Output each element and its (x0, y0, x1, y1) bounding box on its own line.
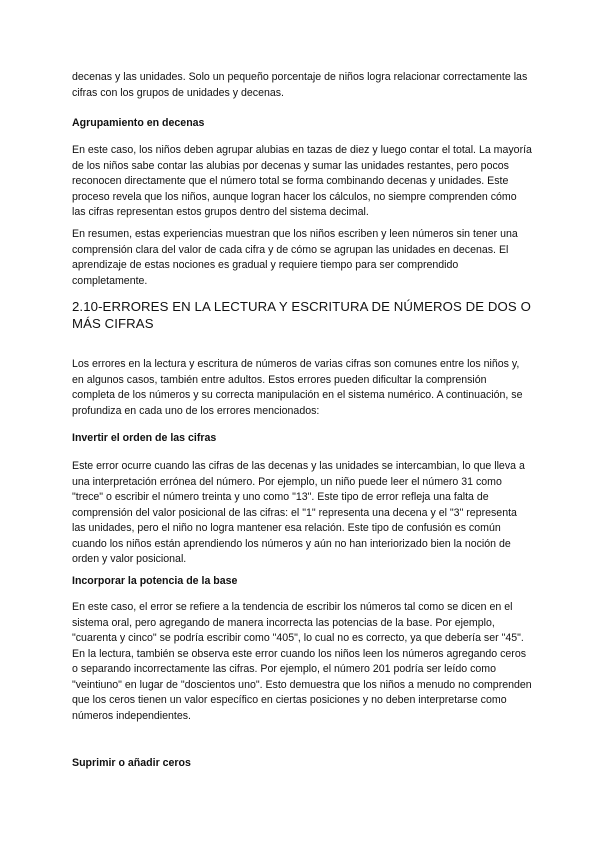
paragraph-intro-continuation: decenas y las unidades. Solo un pequeño porcentaje de niños logra relacionar correctamente las cifras con los grupos de unidades y decenas. (72, 71, 528, 99)
paragraph-agrupamiento: En este caso, los niños deben agrupar alubias en tazas de diez y luego contar el total. La mayoría de los niños sabe contar las alubias por decenas y sumar las unidades restantes, pero pocos reconocen directamente que el número total se forma combinando decenas y unidades. Este proceso revela que los niños, aunque logran hacer los cálculos, no siempre comprenden cómo las cifras representan estos grupos dentro del sistema decimal. (72, 144, 532, 218)
heading-invertir-orden: Invertir el orden de las cifras (72, 432, 217, 444)
paragraph-resumen: En resumen, estas experiencias muestran que los niños escriben y leen números sin tener una comprensión clara del valor de cada cifra y de cómo se agrupan las unidades en decenas. El aprendizaje de estas nociones es gradual y requiere tiempo para ser comprendido completamente. (72, 228, 518, 287)
heading-agrupamiento-en-decenas: Agrupamiento en decenas (72, 117, 205, 129)
paragraph-incorporar-potencia: En este caso, el error se refiere a la tendencia de escribir los números tal como se dicen en el sistema oral, pero agregando de manera incorrecta las potencias de la base. Por ejemplo, "cuarenta y cinco" se podría escribir como "405", lo cual no es correcto, ya que debería ser "45". En la lectura, también se observa este error cuando los niños leen los números agregando ceros o separando incorrectamente las cifras. Por ejemplo, el número 201 podría ser leído como "veintiuno" en lugar de "doscientos uno". Esto demuestra que los niños a menudo no comprenden que los ceros tienen un valor específico en ciertas posiciones y no deben interpretarse como números independientes. (72, 601, 532, 722)
heading-incorporar-potencia: Incorporar la potencia de la base (72, 575, 238, 587)
heading-suprimir-anadir-ceros: Suprimir o añadir ceros (72, 757, 191, 769)
section-title-errores: 2.10-ERRORES EN LA LECTURA Y ESCRITURA DE NÚMEROS DE DOS O MÁS CIFRAS (72, 299, 531, 331)
paragraph-errores-intro: Los errores en la lectura y escritura de números de varias cifras son comunes entre los niños y, en algunos casos, también entre adultos. Estos errores pueden dificultar la comprensión completa de los números y su correcta manipulación en el sistema numérico. A continuación, se profundiza en cada uno de los errores mencionados: (72, 358, 523, 417)
paragraph-invertir-orden: Este error ocurre cuando las cifras de las decenas y las unidades se intercambian, lo que lleva a una interpretación errónea del número. Por ejemplo, un niño puede leer el número 31 como "trece" o escribir el número treinta y uno como "13". Este tipo de error refleja una falta de comprensión del valor posicional de las cifras: el "1" representa una decena y el "3" representa las unidades, pero el niño no logra mantener esa relación. Este tipo de confusión es común cuando los niños están aprendiendo los números y aún no han interiorizado bien la noción de orden y valor posicional. (72, 460, 525, 565)
